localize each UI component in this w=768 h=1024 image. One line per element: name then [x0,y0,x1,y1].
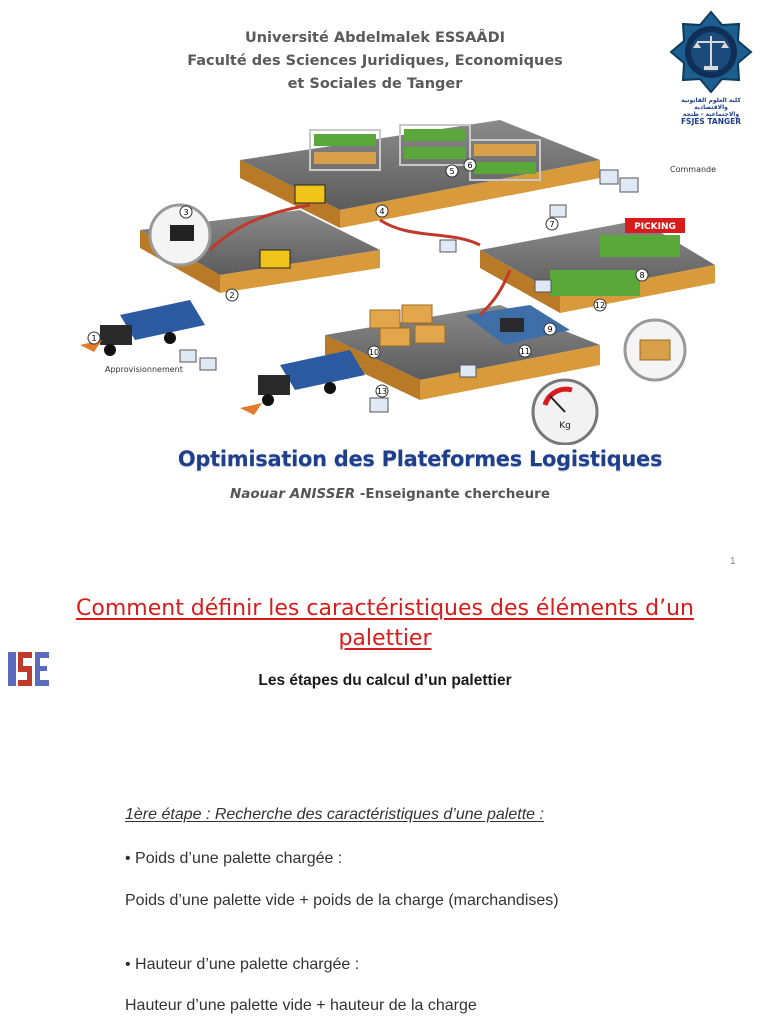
picking-sign [625,218,685,233]
svg-text:10: 10 [368,348,380,357]
svg-text:8: 8 [639,271,645,280]
svg-text:2: 2 [229,291,235,300]
svg-text:9: 9 [547,325,553,334]
university-name: Université Abdelmalek ESSAÂDI [244,30,506,46]
label-approvisionnement: Approvisionnement [105,365,183,374]
slide-subtitle: Les étapes du calcul d’un palettier [258,672,512,689]
slide-title: Comment définir les caractéristiques des éléments d’un palettier [76,596,694,651]
forklift-top [295,185,325,203]
author-name: Naouar ANISSER [229,486,356,502]
faculty-name-line2: et Sociales de Tanger [287,76,463,92]
author-line [100,486,680,502]
svg-text:7: 7 [549,220,555,229]
svg-text:5: 5 [449,167,455,176]
svg-text:12: 12 [594,301,606,310]
logo-arabic-line2: والاجتماعية - طنجة [682,111,740,118]
svg-text:13: 13 [376,387,388,396]
author-role: -Enseignante chercheure [355,486,550,502]
svg-text:Kg: Kg [559,421,571,431]
svg-text:3: 3 [183,208,189,217]
bullet-hauteur-description: Hauteur d’une palette vide + hauteur de la charge [125,997,477,1014]
package-callout [625,320,685,380]
slide-palettier [0,580,768,1024]
scale-gauge [533,380,597,444]
truck-delivery-top [100,300,205,356]
warehouse-illustration [80,100,720,445]
svg-text:4: 4 [379,207,385,216]
page-number: 1 [730,556,736,567]
bullet-poids: • Poids d’une palette chargée : [125,850,343,867]
svg-text:6: 6 [467,161,473,170]
truck-delivery-bottom [258,350,365,406]
svg-text:11: 11 [519,347,531,356]
faculty-name-line1: Faculté des Sciences Juridiques, Economiques [187,53,563,69]
forklift-left [260,250,290,268]
logo-tag: FSJES TANGER [680,117,742,126]
bullet-hauteur: • Hauteur d’une palette chargée : [125,956,360,973]
label-commande: Commande [670,165,717,174]
svg-text:1: 1 [91,334,97,343]
svg-text:PICKING: PICKING [634,222,676,232]
presentation-title: Optimisation des Plateformes Logistiques [177,447,663,471]
step-title: 1ère étape : Recherche des caractéristiques d’une palette : [125,806,544,823]
bullet-poids-description: Poids d’une palette vide + poids de la charge (marchandises) [125,892,559,909]
logo-arabic-line1: كلية العلوم القانونية والاقتصادية [681,97,741,111]
